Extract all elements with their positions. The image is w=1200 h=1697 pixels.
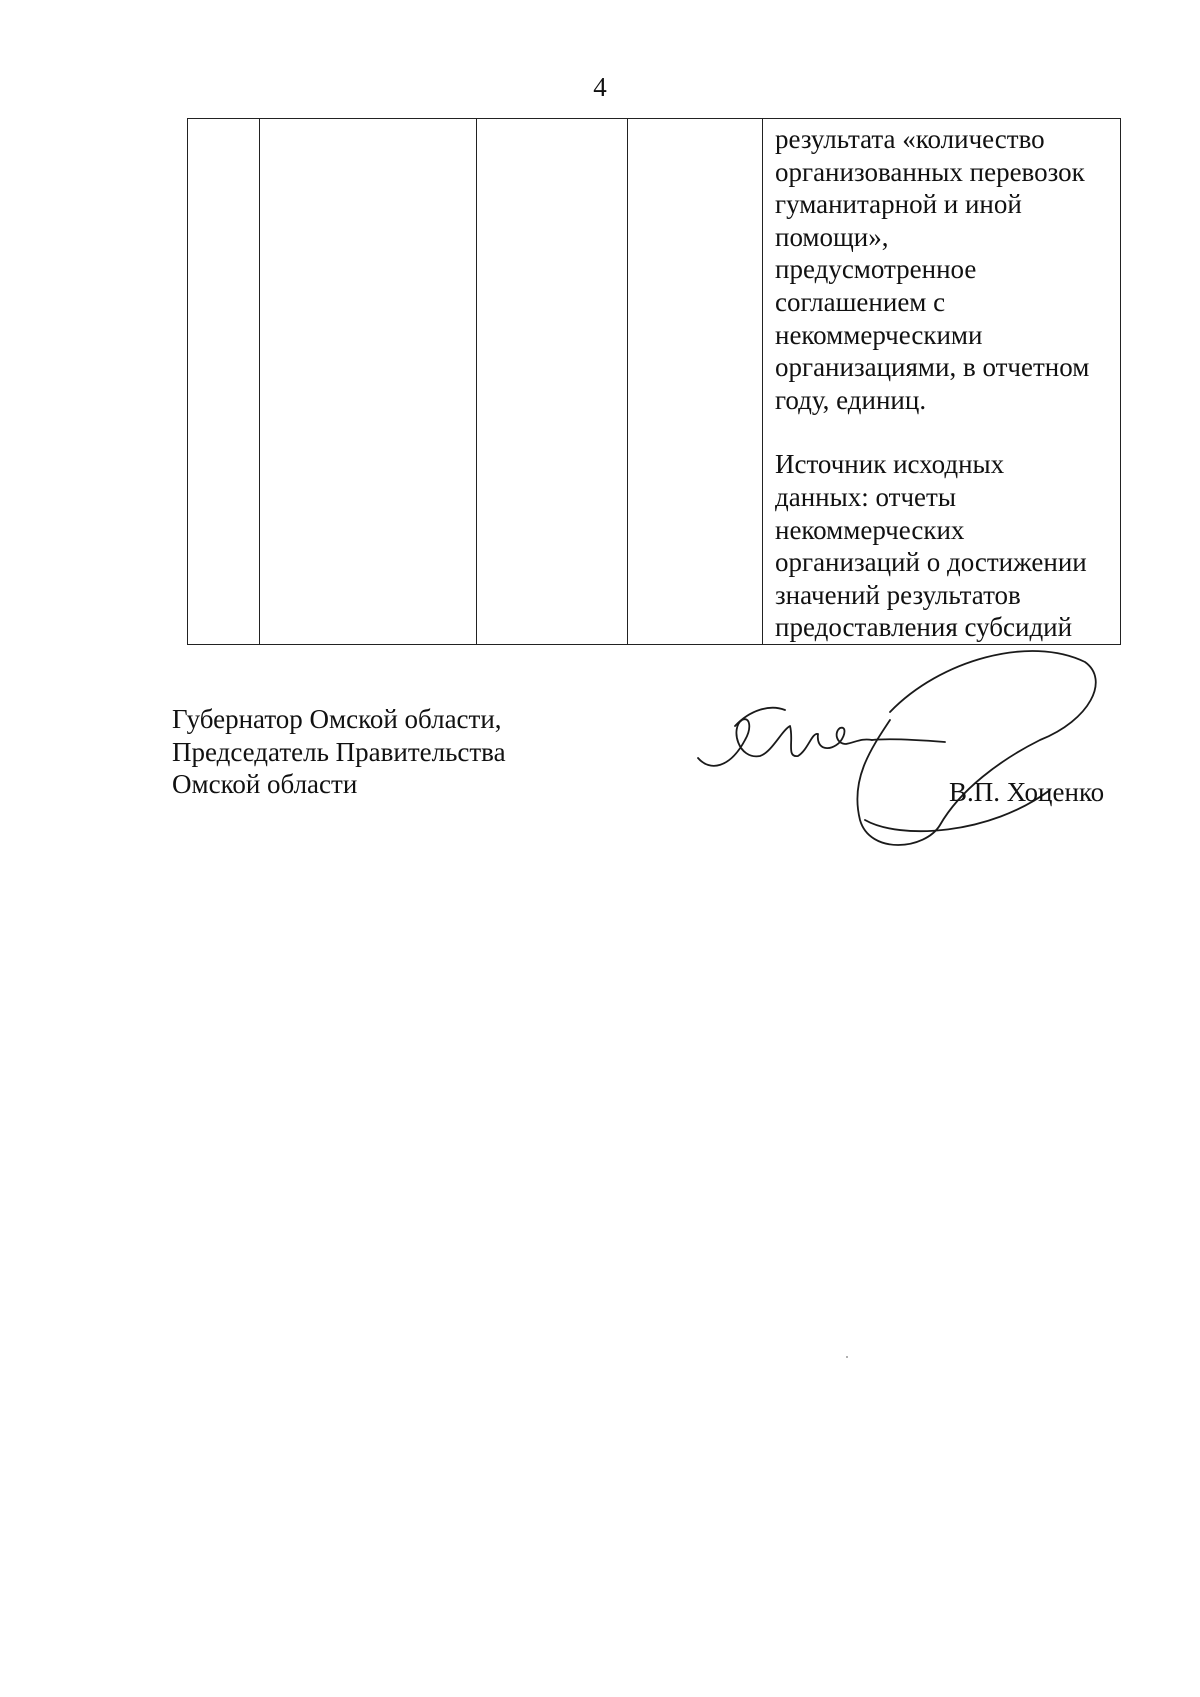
text-line: помощи»,	[775, 221, 889, 252]
table-cell-description	[763, 119, 1121, 645]
table-row	[188, 119, 1121, 645]
table-cell-name	[260, 119, 477, 645]
text-line: организациями, в отчетном	[775, 352, 1090, 383]
signatory-name: В.П. Хоценко	[949, 777, 1105, 807]
handwritten-signature-icon	[690, 640, 1110, 860]
signatory-title-line: Председатель Правительства	[172, 736, 506, 767]
table-cell-value	[628, 119, 763, 645]
text-line: Источник исходных	[775, 449, 1005, 480]
text-line: году, единиц.	[775, 384, 927, 415]
text-line: предоставления субсидий	[775, 612, 1073, 643]
text-line: соглашением с	[775, 286, 946, 317]
table-cell-unit	[477, 119, 628, 645]
text-line: некоммерческих	[775, 514, 965, 545]
text-line: данных: отчеты	[775, 481, 956, 512]
text-line: результата «количество	[775, 124, 1045, 154]
paragraph-gap	[775, 416, 1112, 448]
text-line: значений результатов	[775, 579, 1021, 610]
signatory-title-line: Омской области	[172, 769, 358, 799]
text-line: организованных перевозок	[775, 156, 1085, 187]
signatory-title	[172, 703, 506, 801]
text-line: гуманитарной и иной	[775, 189, 1022, 220]
text-line: организаций о достижении	[775, 547, 1087, 578]
scan-artifact	[846, 1356, 848, 1358]
table-cell-number	[188, 119, 260, 645]
indicator-description	[763, 119, 1120, 644]
indicator-table	[187, 118, 1121, 645]
text-line: предусмотренное	[775, 254, 977, 285]
signatory-title-line: Губернатор Омской области,	[172, 704, 502, 734]
text-line: некоммерческими	[775, 319, 983, 350]
page-number: 4	[593, 72, 607, 102]
